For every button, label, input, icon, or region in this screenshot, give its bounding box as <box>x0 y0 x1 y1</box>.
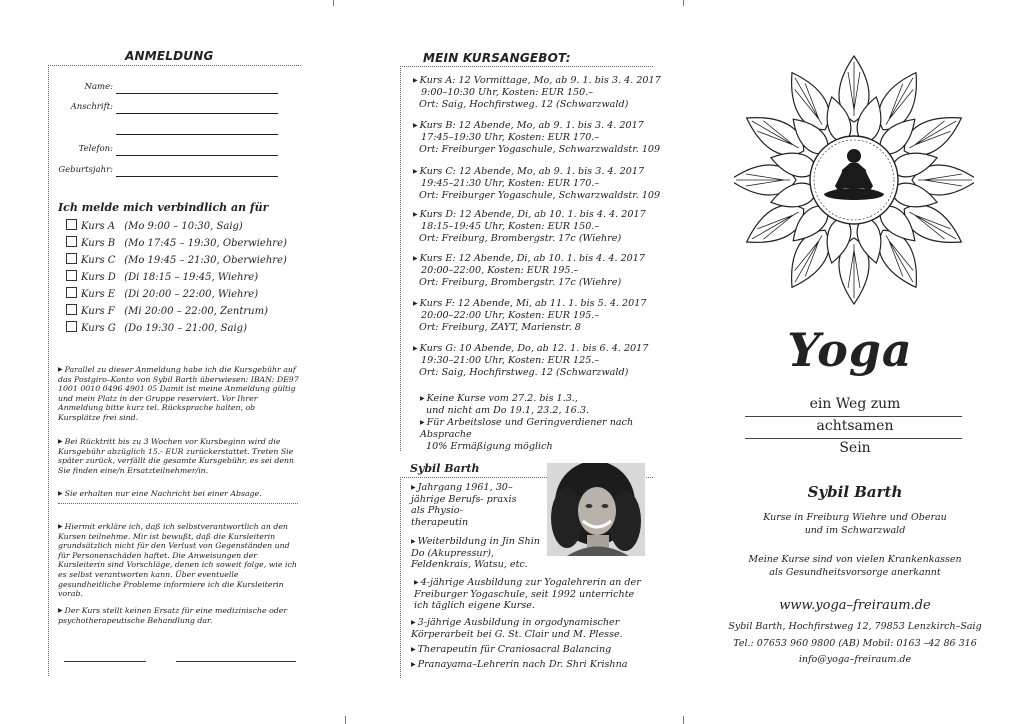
notes-divider <box>58 503 298 504</box>
course-checkbox-f[interactable]: Kurs F (Mi 20:00 – 22:00, Zentrum) <box>66 304 268 319</box>
subtitle-line-2: und im Schwarzwald <box>804 525 906 536</box>
bio-item-1: ▶ Jahrgang 1961, 30–jährige Berufs- praxis als Physio- therapeutin <box>411 482 517 528</box>
signature-line[interactable] <box>176 661 296 662</box>
bio-item-6: ▶ Pranayama–Lehrerin nach Dr. Shri Krishna <box>411 659 628 670</box>
birth-year-label: Geburtsjahr: <box>58 165 113 175</box>
course-item-b: ▶ Kurs B: 12 Abende, Mo, ab 9. 1. bis 3. 4. 2017 17:45–19:30 Uhr, Kosten: EUR 170.– Ort: Freiburger Yogaschule, Schwarzwaldstr. 109 <box>413 120 661 155</box>
course-item-e: ▶ Kurs E: 12 Abende, Di, ab 10. 1. bis 4. 4. 2017 20:00–22:00, Kosten: EUR 195.– Ort: Freiburg, Brombergstr. 17c (Wiehre) <box>413 253 645 288</box>
phone-numbers: Tel.: 07653 960 9800 (AB) Mobil: 0163 –42 86 316 <box>733 638 977 649</box>
address-label: Anschrift: <box>70 102 113 112</box>
course-checkbox-b[interactable]: Kurs B (Mo 17:45 – 19:30, Oberwiehre) <box>66 236 287 251</box>
course-item-d: ▶ Kurs D: 12 Abende, Di, ab 10. 1. bis 4. 4. 2017 18:15–19:45 Uhr, Kosten: EUR 150.– Ort: Freiburg, Brombergstr. 17c (Wiehre) <box>413 209 646 244</box>
liability-note: ▶ Hiermit erkläre ich, daß ich selbstverantwortlich an den Kursen teilnehme. Mir ist bewußt, daß die Kursleiterin grundsätzlich nicht für den Verlust von Gegenständen und für Personenschäden haftet. Die Anweisungen der Kursleiterin sind Vorschläge, denen ich soweit folge, wie ich es selbst verantworten kann. Über eventuelle gesundheitliche Probleme informiere ich die Kursleiterin vorab. <box>58 522 297 599</box>
notification-note: ▶ Sie erhalten nur eine Nachricht bei einer Absage. <box>58 489 262 498</box>
portrait-photo <box>547 463 645 556</box>
yoga-headline: Yoga <box>787 323 913 377</box>
medical-note: ▶ Der Kurs stellt keinen Ersatz für eine medizinische oder psychotherapeutische Behandlung dar. <box>58 606 288 625</box>
bio-item-4: ▶ 3-jährige Ausbildung in orgodynamischer Körperarbeit bei G. St. Clair und M. Plesse. <box>411 617 623 640</box>
postal-address: Sybil Barth, Hochfirstweg 12, 79853 Lenzkirch–Saig <box>728 621 982 632</box>
holiday-note: ▶ Keine Kurse vom 27.2. bis 1.3., und nicht am Do 19.1, 23.2, 16.3. <box>420 393 589 416</box>
tagline-line-2: achtsamen <box>816 418 894 434</box>
payment-note: ▶ Parallel zu dieser Anmeldung habe ich die Kursgebühr auf das Postgiro–Konto von Sybil Barth überwiesen: IBAN: DE97 1001 0010 0496 4901 05 Damit ist meine Anmeldung gültig und mein Platz in der Gruppe reserviert. Vor Ihrer Anmeldung bitte kurz tel. Rücksprache halten, ob Kursplätze frei sind. <box>58 365 299 422</box>
course-item-g: ▶ Kurs G: 10 Abende, Do, ab 12. 1. bis 6. 4. 2017 19:30–21:00 Uhr, Kosten: EUR 125.– Ort: Saig, Hochfirstweg. 12 (Schwarzwald) <box>413 343 649 378</box>
tagline-line-1: ein Weg zum <box>809 396 901 412</box>
insurance-line-1: Meine Kurse sind von vielen Krankenkassen <box>748 554 962 565</box>
course-item-a: ▶ Kurs A: 12 Vormittage, Mo, ab 9. 1. bis 3. 4. 2017 9:00–10:30 Uhr, Kosten: EUR 150.– Ort: Saig, Hochfirstweg. 12 (Schwarzwald) <box>413 75 661 110</box>
website-link[interactable]: www.yoga–freiraum.de <box>779 598 931 613</box>
lotus-mandala-icon <box>734 54 974 310</box>
email-link[interactable]: info@yoga–freiraum.de <box>798 654 912 665</box>
fold-mark-bottom-right <box>683 716 684 724</box>
course-item-f: ▶ Kurs F: 12 Abende, Mi, ab 11. 1. bis 5. 4. 2017 20:00–22:00 Uhr, Kosten: EUR 195.– Ort: Freiburg, ZAYT, Marienstr. 8 <box>413 298 647 333</box>
phone-label: Telefon: <box>78 144 113 154</box>
fold-mark-bottom-left <box>345 716 346 724</box>
bio-title: Sybil Barth <box>410 462 480 475</box>
birth-year-field[interactable] <box>48 165 288 179</box>
commit-heading: Ich melde mich verbindlich an für <box>58 201 269 214</box>
course-checkbox-e[interactable]: Kurs E (Di 20:00 – 22:00, Wiehre) <box>66 287 258 302</box>
name-label: Name: <box>84 82 113 92</box>
bio-item-2: ▶ Weiterbildung in Jin Shin Do (Akupressur), Feldenkrais, Watsu, etc. <box>411 536 540 571</box>
course-checkbox-c[interactable]: Kurs C (Mo 19:45 – 21:30, Oberwiehre) <box>66 253 287 268</box>
course-item-c: ▶ Kurs C: 12 Abende, Mo, ab 9. 1. bis 3. 4. 2017 19:45–21:30 Uhr, Kosten: EUR 170.– Ort: Freiburger Yogaschule, Schwarzwaldstr. 109 <box>413 166 661 201</box>
bio-item-5: ▶ Therapeutin für Craniosacral Balancing <box>411 644 612 655</box>
address-field[interactable] <box>48 102 288 116</box>
course-offer-title: MEIN KURSANGEBOT: <box>423 51 571 65</box>
course-checkbox-a[interactable]: Kurs A (Mo 9:00 – 10:30, Saig) <box>66 219 243 234</box>
bio-item-3: ▶ 4-jährige Ausbildung zur Yogalehrerin an der Freiburger Yogaschule, seit 1992 unterrichte ich täglich eigene Kurse. <box>414 577 641 612</box>
fold-mark-top-right <box>683 0 684 6</box>
fold-mark-top-left <box>333 0 334 6</box>
insurance-line-2: als Gesundheitsvorsorge anerkannt <box>769 567 941 578</box>
address-field-2[interactable] <box>48 123 288 137</box>
subtitle-line-1: Kurse in Freiburg Wiehre und Oberau <box>763 512 947 523</box>
cancellation-note: ▶ Bei Rücktritt bis zu 3 Wochen vor Kursbeginn wird die Kursgebühr abzüglich 15.- EUR zurückerstattet. Treten Sie später zurück, verfällt die gesamte Kursgebühr, es sei denn Sie finden eine/n Ersatzteilnehmer/in. <box>58 437 295 475</box>
teacher-name: Sybil Barth <box>807 483 903 501</box>
discount-note: ▶ Für Arbeitslose und Geringverdiener nach Absprache 10% Ermäßigung möglich <box>420 417 634 452</box>
course-checkbox-d[interactable]: Kurs D (Di 18:15 – 19:45, Wiehre) <box>66 270 258 285</box>
course-checkbox-g[interactable]: Kurs G (Do 19:30 – 21:00, Saig) <box>66 321 247 336</box>
phone-field[interactable] <box>48 144 288 158</box>
name-field[interactable] <box>48 82 288 96</box>
registration-title: ANMELDUNG <box>125 49 214 63</box>
tagline-rule-1 <box>745 416 962 417</box>
date-line[interactable] <box>64 661 146 662</box>
tagline-line-3: Sein <box>839 440 871 456</box>
tagline-rule-2 <box>745 438 962 439</box>
